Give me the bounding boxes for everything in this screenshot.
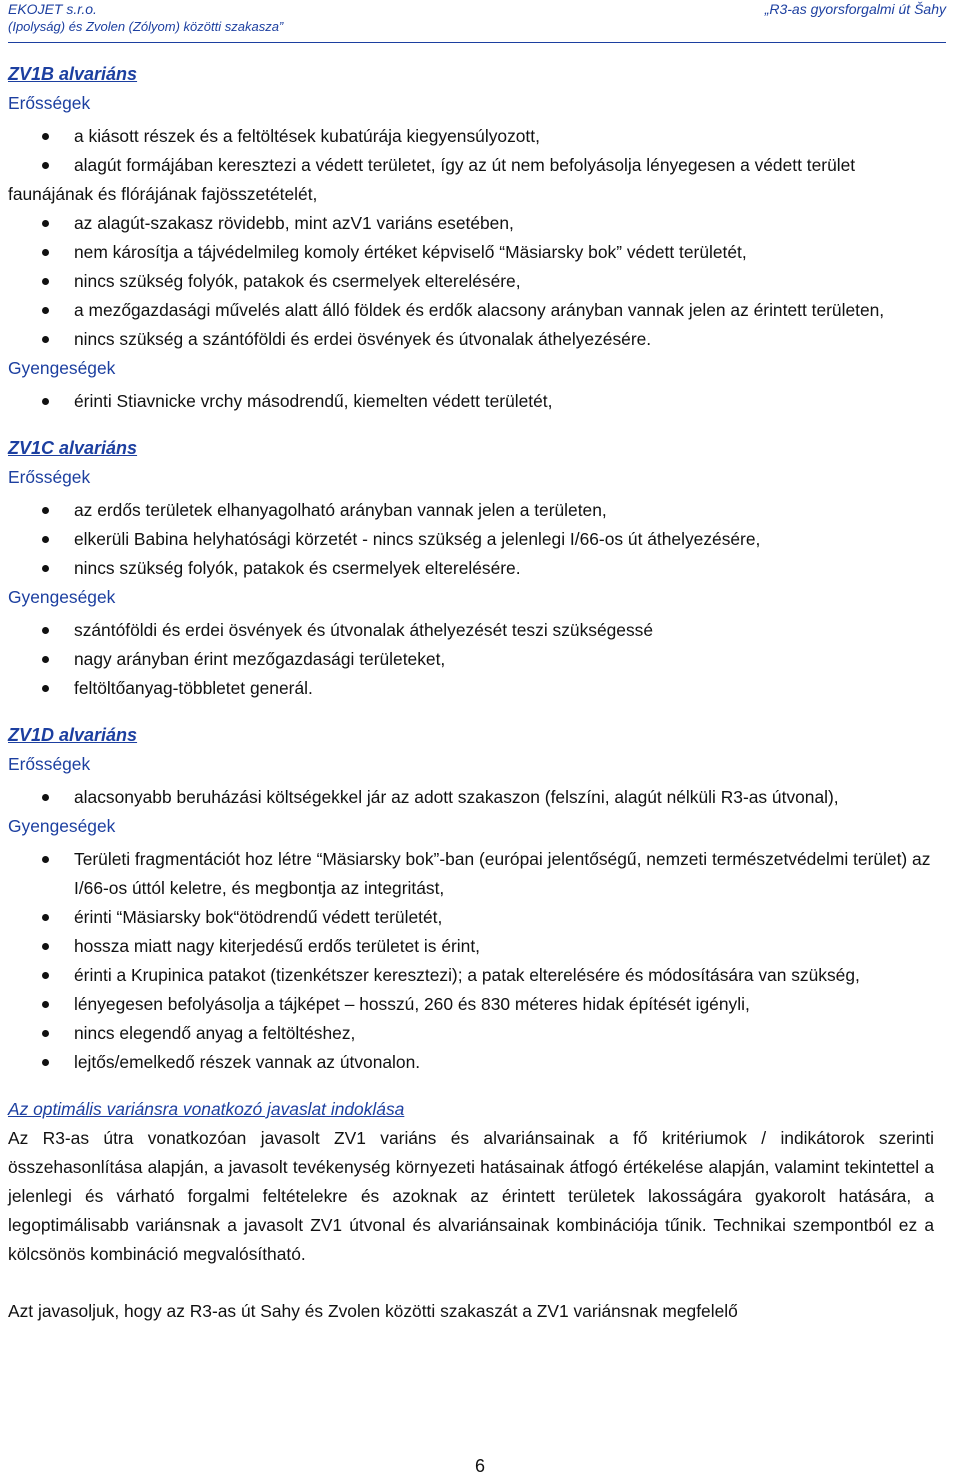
list-item: a mezőgazdasági művelés alatt álló földek és erdők alacsony arányban vannak jelen az érintett területen, — [8, 296, 934, 325]
list-item: hossza miatt nagy kiterjedésű erdős területet is érint, — [8, 932, 934, 961]
bullet-icon — [42, 133, 49, 140]
list-item: érinti a Krupinica patakot (tizenkétszer keresztezi); a patak elterelésére és módosítására van szükség, — [8, 961, 934, 990]
bullet-icon — [42, 656, 49, 663]
bullet-icon — [42, 1059, 49, 1066]
page-header — [8, 0, 946, 46]
bullet-icon — [42, 398, 49, 405]
document-body — [8, 60, 934, 1326]
weaknesses-list — [8, 845, 934, 1077]
strengths-heading: Erősségek — [8, 93, 91, 113]
bullet-icon — [42, 627, 49, 634]
section-zv1b — [8, 60, 934, 416]
bullet-icon — [42, 536, 49, 543]
list-item: nincs elegendő anyag a feltöltéshez, — [8, 1019, 934, 1048]
weaknesses-list — [8, 616, 934, 703]
strengths-heading: Erősségek — [8, 467, 91, 487]
weaknesses-heading: Gyengeségek — [8, 816, 116, 836]
bullet-icon — [42, 220, 49, 227]
strengths-heading: Erősségek — [8, 754, 91, 774]
list-item: nincs szükség folyók, patakok és csermelyek elterelésére. — [8, 554, 934, 583]
section-zv1d — [8, 721, 934, 1077]
bullet-icon — [42, 278, 49, 285]
list-item: elkerüli Babina helyhatósági körzetét - nincs szükség a jelenlegi I/66-os út áthelyezésére, — [8, 525, 934, 554]
bullet-icon — [42, 972, 49, 979]
weaknesses-list — [8, 387, 934, 416]
strengths-list — [8, 122, 934, 354]
list-item: Területi fragmentációt hoz létre “Mäsiarsky bok”-ban (európai jelentőségű, nemzeti természetvédelmi terület) az I/66-os úttól keletre, és megbontja az integritást, — [8, 845, 934, 903]
list-item: alagút formájában keresztezi a védett területet, így az út nem befolyásolja lényegesen a védett terület faunájának és flórájának fajösszetételét, — [8, 155, 856, 204]
page-number: 6 — [474, 1456, 485, 1476]
weaknesses-heading: Gyengeségek — [8, 587, 116, 607]
bullet-icon — [42, 307, 49, 314]
section-title: ZV1D alvariáns — [8, 725, 138, 745]
list-item: szántóföldi és erdei ösvények és útvonalak áthelyezését teszi szükségessé — [8, 616, 934, 645]
section-title: ZV1C alvariáns — [8, 438, 138, 458]
bullet-icon — [42, 249, 49, 256]
weaknesses-heading: Gyengeségek — [8, 358, 116, 378]
list-item: lejtős/emelkedő részek vannak az útvonalon. — [8, 1048, 934, 1077]
strengths-list — [8, 783, 934, 812]
bullet-icon — [42, 943, 49, 950]
section-zv1c — [8, 434, 934, 703]
section-title: ZV1B alvariáns — [8, 64, 138, 84]
bullet-icon — [42, 162, 49, 169]
header-section: (Ipolyság) és Zvolen (Zólyom) közötti szakasza” — [8, 19, 284, 34]
bullet-icon — [42, 914, 49, 921]
bullet-icon — [42, 685, 49, 692]
list-item: érinti Stiavnicke vrchy másodrendű, kiemelten védett területét, — [8, 387, 934, 416]
list-item: nincs szükség folyók, patakok és csermelyek elterelésére, — [8, 267, 934, 296]
list-item: alacsonyabb beruházási költségekkel jár az adott szakaszon (felszíni, alagút nélküli R3-as útvonal), — [8, 783, 934, 812]
list-item: a kiásott részek és a feltöltések kubatúrája kiegyensúlyozott, — [8, 122, 934, 151]
list-item: nincs szükség a szántóföldi és erdei ösvények és útvonalak áthelyezésére. — [8, 325, 934, 354]
bullet-icon — [42, 856, 49, 863]
list-item: feltöltőanyag-többletet generál. — [8, 674, 934, 703]
bullet-icon — [42, 1001, 49, 1008]
header-company: EKOJET s.r.o. — [8, 1, 97, 17]
strengths-list — [8, 496, 934, 583]
header-rule — [8, 42, 946, 43]
bullet-icon — [42, 565, 49, 572]
recommendation-paragraph: Azt javasoljuk, hogy az R3-as út Sahy és Zvolen közötti szakaszát a ZV1 variánsnak megfelelő — [8, 1301, 738, 1321]
bullet-icon — [42, 507, 49, 514]
list-item: az erdős területek elhanyagolható arányban vannak jelen a területen, — [8, 496, 934, 525]
list-item: nem károsítja a tájvédelmileg komoly értéket képviselő “Mäsiarsky bok” védett területét, — [8, 238, 934, 267]
bullet-icon — [42, 1030, 49, 1037]
list-item: lényegesen befolyásolja a tájképet – hosszú, 260 és 830 méteres hidak építését igényli, — [8, 990, 934, 1019]
list-item: nagy arányban érint mezőgazdasági területeket, — [8, 645, 934, 674]
justification-title: Az optimális variánsra vonatkozó javaslat indoklása — [8, 1099, 405, 1119]
header-project: „R3-as gyorsforgalmi út Šahy — [764, 1, 946, 17]
list-item: érinti “Mäsiarsky bok“ötödrendű védett területét, — [8, 903, 934, 932]
list-item: az alagút-szakasz rövidebb, mint azV1 variáns esetében, — [8, 209, 934, 238]
bullet-icon — [42, 336, 49, 343]
bullet-icon — [42, 794, 49, 801]
justification-paragraph: Az R3-as útra vonatkozóan javasolt ZV1 variáns és alvariánsainak a fő kritériumok / indikátorok szerinti összehasonlítása alapján, a javasolt tevékenység környezeti hatásainak átfogó értékelése alapján, valamint tekintettel a jelenlegi és várható forgalmi feltételekre és azoknak az érintett területek lakosságára gyakorolt hatására, a legoptimálisabb variánsnak a javasolt ZV1 útvonal és alvariánsainak kombinációja tűnik. Technikai szempontból ez a kölcsönös kombináció megvalósítható. — [8, 1128, 934, 1264]
justification-section — [8, 1095, 934, 1326]
